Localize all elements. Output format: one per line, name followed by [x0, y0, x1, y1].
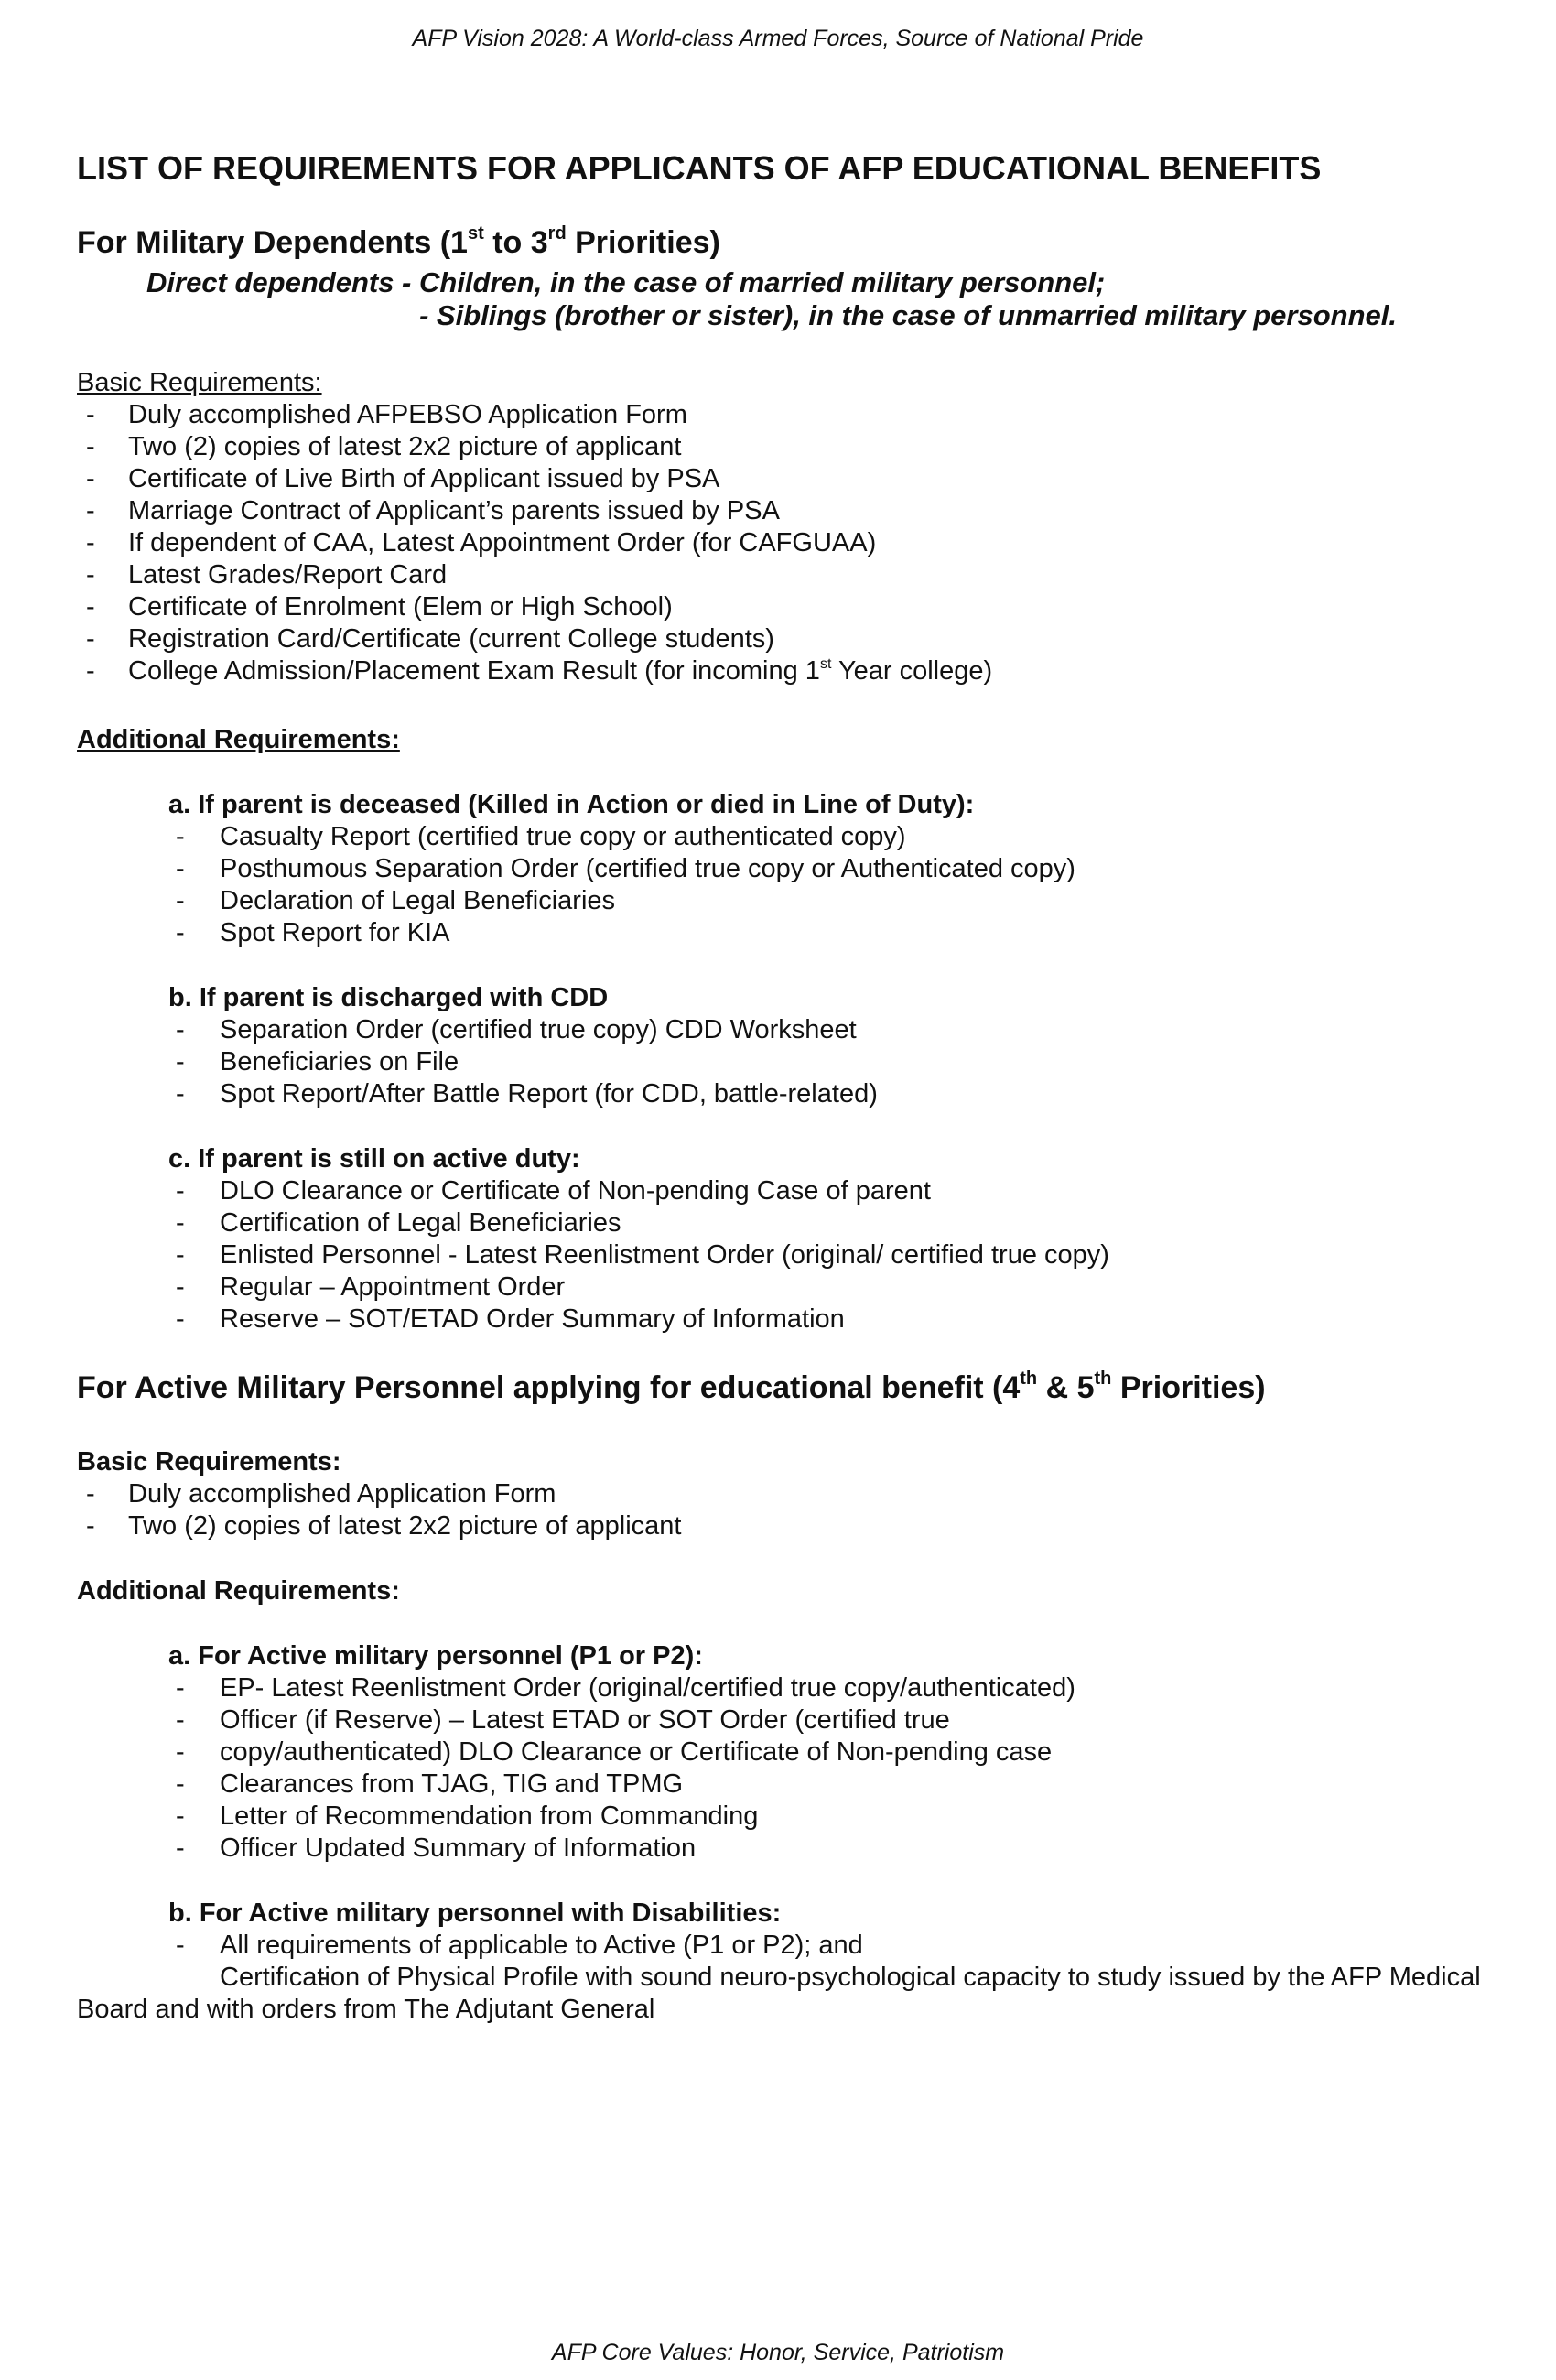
- heading-part: For Military Dependents (1: [77, 225, 468, 260]
- group-list: [77, 1014, 1505, 1110]
- list-item: - copy/authenticated) DLO Clearance or Certificate of Non-pending case: [77, 1736, 1505, 1769]
- heading-part: to 3: [483, 225, 548, 260]
- list-item: - Certificate of Enrolment (Elem or High School): [77, 591, 1505, 623]
- list-item: - Casualty Report (certified true copy or authenticated copy): [77, 821, 1505, 853]
- superscript: th: [1020, 1368, 1038, 1389]
- group-list: [77, 821, 1505, 949]
- superscript: st: [467, 223, 484, 243]
- list-item: - Certificate of Live Birth of Applicant issued by PSA: [77, 463, 1505, 495]
- group-list: [77, 1175, 1505, 1336]
- list-item: - EP- Latest Reenlistment Order (original/certified true copy/authenticated): [77, 1672, 1505, 1704]
- list-item: - Spot Report/After Battle Report (for CDD, battle-related): [77, 1078, 1505, 1110]
- basic-requirements-label: Basic Requirements:: [77, 1447, 341, 1477]
- list-item: - Two (2) copies of latest 2x2 picture of applicant: [77, 1510, 1505, 1542]
- additional-requirements-label: Additional Requirements:: [77, 1576, 400, 1606]
- superscript: th: [1094, 1368, 1112, 1389]
- group-heading: c. If parent is still on active duty:: [168, 1144, 580, 1174]
- group-heading: b. For Active military personnel with Disabilities:: [168, 1899, 782, 1928]
- group-heading: b. If parent is discharged with CDD: [168, 983, 609, 1012]
- group-list: [77, 1930, 1505, 2026]
- list-item: - Letter of Recommendation from Commanding: [77, 1801, 1505, 1833]
- list-item: - Two (2) copies of latest 2x2 picture of applicant: [77, 431, 1505, 463]
- list-item: - Certification of Legal Beneficiaries: [77, 1207, 1505, 1239]
- list-item: - Spot Report for KIA: [77, 917, 1505, 949]
- siblings-line: - Siblings (brother or sister), in the case of unmarried military personnel.: [419, 299, 1398, 331]
- footer-note: AFP Core Values: Honor, Service, Patriotism: [551, 2340, 1005, 2365]
- superscript: rd: [547, 223, 567, 243]
- list-item: - Beneficiaries on File: [77, 1046, 1505, 1078]
- basic-requirements-list: [77, 399, 1505, 691]
- heading-part: Priorities): [1111, 1370, 1266, 1405]
- group-heading: a. For Active military personnel (P1 or P2):: [168, 1641, 703, 1671]
- list-item: - Regular – Appointment Order: [77, 1271, 1505, 1304]
- group-list: [77, 1672, 1505, 1865]
- list-item: - All requirements of applicable to Active (P1 or P2); and: [77, 1930, 1505, 1962]
- list-item: - Registration Card/Certificate (current College students): [77, 623, 1505, 655]
- list-item: - Latest Grades/Report Card: [77, 559, 1505, 591]
- list-item: - Officer Updated Summary of Information: [77, 1833, 1505, 1865]
- list-item: - Declaration of Legal Beneficiaries: [77, 885, 1505, 917]
- list-item: - DLO Clearance or Certificate of Non-pending Case of parent: [77, 1175, 1505, 1207]
- additional-requirements-label: Additional Requirements:: [77, 725, 400, 754]
- section-heading-dependents: [77, 223, 1505, 266]
- list-item: - Duly accomplished AFPEBSO Application Form: [77, 399, 1505, 431]
- direct-dependents-line: Direct dependents - Children, in the case of married military personnel;: [146, 266, 1106, 298]
- item-text: Year college): [831, 656, 993, 686]
- group-heading: a. If parent is deceased (Killed in Action or died in Line of Duty):: [168, 790, 975, 819]
- page-title: LIST OF REQUIREMENTS FOR APPLICANTS OF AFP EDUCATIONAL BENEFITS: [77, 149, 1322, 187]
- heading-part: Priorities): [566, 225, 720, 260]
- list-item: - Separation Order (certified true copy) CDD Worksheet: [77, 1014, 1505, 1046]
- list-item: - Certification of Physical Profile with sound neuro-psychological capacity to study issued by the AFP Medical Board and with orders from The Adjutant General: [77, 1962, 1505, 2026]
- basic-requirements-list: [77, 1478, 1505, 1542]
- list-item: - Officer (if Reserve) – Latest ETAD or SOT Order (certified true: [77, 1704, 1505, 1736]
- heading-part: & 5: [1037, 1370, 1095, 1405]
- header-note: AFP Vision 2028: A World-class Armed Forces, Source of National Pride: [412, 26, 1144, 51]
- list-item: - Enlisted Personnel - Latest Reenlistment Order (original/ certified true copy): [77, 1239, 1505, 1271]
- basic-requirements-label: Basic Requirements:: [77, 368, 322, 397]
- list-item: [77, 655, 1505, 691]
- heading-part: For Active Military Personnel applying for educational benefit (4: [77, 1370, 1021, 1405]
- list-item: - Clearances from TJAG, TIG and TPMG: [77, 1769, 1505, 1801]
- list-item: - Marriage Contract of Applicant’s parents issued by PSA: [77, 495, 1505, 527]
- document-body: [77, 148, 1505, 2026]
- list-item: - Duly accomplished Application Form: [77, 1478, 1505, 1510]
- list-item: - Posthumous Separation Order (certified true copy or Authenticated copy): [77, 853, 1505, 885]
- superscript: st: [819, 656, 832, 672]
- list-item: - Reserve – SOT/ETAD Order Summary of Information: [77, 1304, 1505, 1336]
- section-heading-active-personnel: [77, 1368, 1505, 1412]
- list-item: - If dependent of CAA, Latest Appointment Order (for CAFGUAA): [77, 527, 1505, 559]
- item-text: College Admission/Placement Exam Result (for incoming 1: [128, 656, 820, 686]
